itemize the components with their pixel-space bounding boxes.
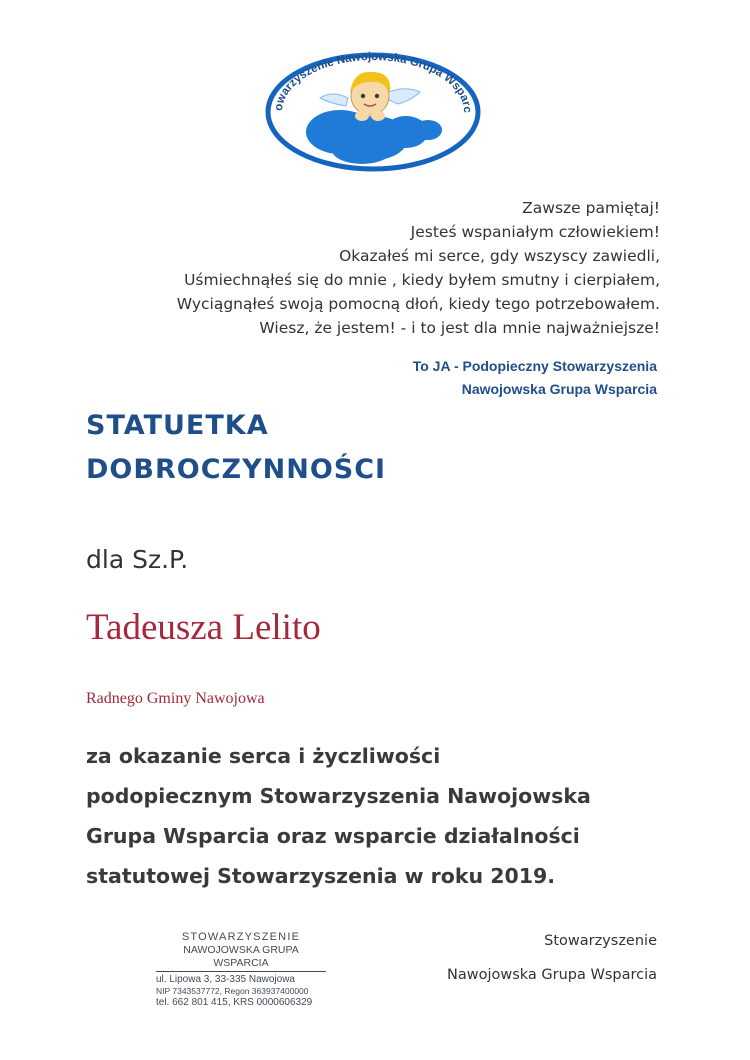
association-logo — [262, 46, 484, 172]
signature-line: Nawojowska Grupa Wsparcia — [461, 381, 657, 397]
stamp-line: STOWARZYSZENIE — [181, 931, 301, 943]
association-stamp — [156, 931, 326, 1009]
poem-line: Wiesz, że jestem! - i to jest dla mnie najważniejsze! — [259, 319, 660, 337]
award-title-line: STATUETKA — [86, 410, 269, 441]
recipient-name: Tadeusza Lelito — [86, 607, 321, 648]
logo-arc-text: owarzyszenie Nawojowska Grupa Wsparc — [272, 50, 474, 114]
poem-line: Okazałeś mi serce, gdy wszyscy zawiedli, — [339, 247, 660, 265]
dedication-poem — [40, 196, 660, 340]
reason-line: podopiecznym Stowarzyszenia Nawojowska — [86, 784, 591, 808]
issuer-line: Nawojowska Grupa Wsparcia — [446, 967, 657, 983]
poem-line: Zawsze pamiętaj! — [522, 199, 660, 217]
reason-line: statutowej Stowarzyszenia w roku 2019. — [86, 864, 556, 888]
award-reason — [86, 736, 686, 896]
angel-cloud-logo-icon — [262, 46, 484, 172]
award-title-line: DOBROCZYNNOŚCI — [86, 454, 387, 485]
issuer-line: Stowarzyszenie — [544, 933, 657, 949]
award-title — [86, 404, 586, 492]
stamp-tax-ids: NIP 7343537772, Regon 363937400000 — [156, 986, 309, 996]
stamp-line: NAWOJOWSKA GRUPA WSPARCIA — [156, 944, 326, 972]
poem-line: Wyciągnąłeś swoją pomocną dłoń, kiedy tego potrzebowałem. — [176, 295, 660, 313]
signature-line: To JA - Podopieczny Stowarzyszenia — [412, 358, 657, 374]
poem-signature — [257, 355, 657, 401]
reason-line: za okazanie serca i życzliwości — [86, 744, 441, 768]
stamp-contact: tel. 662 801 415, KRS 0000606329 — [156, 997, 313, 1008]
recipient-role: Radnego Gminy Nawojowa — [86, 690, 265, 707]
poem-line: Uśmiechnąłeś się do mnie , kiedy byłem smutny i cierpiałem, — [184, 271, 660, 289]
stamp-address: ul. Lipowa 3, 33-335 Nawojowa — [156, 974, 295, 985]
reason-line: Grupa Wsparcia oraz wsparcie działalności — [86, 824, 580, 848]
poem-line: Jesteś wspaniałym człowiekiem! — [410, 223, 660, 241]
issuer-signature — [357, 924, 657, 992]
recipient-prefix: dla Sz.P. — [86, 545, 189, 574]
